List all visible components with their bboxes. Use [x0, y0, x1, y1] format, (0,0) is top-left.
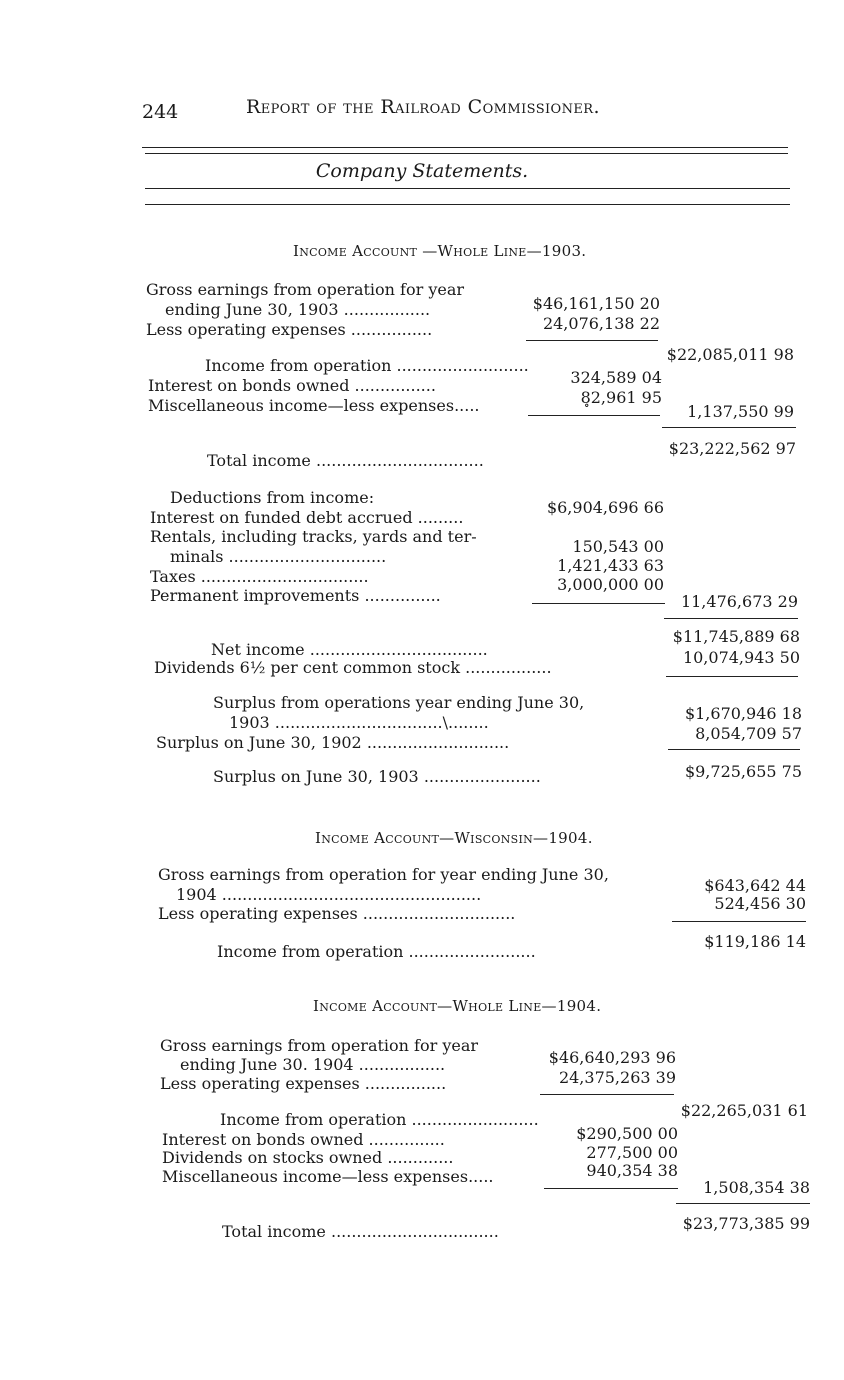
- amount-col1: 24,076,138 22: [542, 314, 660, 333]
- line-label: Net income ...................................: [211, 640, 488, 659]
- section-title: Income Account—Wisconsin—1904.: [315, 829, 593, 847]
- amount-col2: 524,456 30: [714, 894, 806, 913]
- line-label: Income from operation .........................: [217, 942, 536, 961]
- line-label: Interest on bonds owned ...............: [162, 1130, 445, 1149]
- section-title: Income Account —Whole Line—1903.: [293, 242, 587, 260]
- amount-col2: 1,137,550 99: [687, 402, 794, 421]
- amount-col2: 8,054,709 57: [695, 724, 802, 743]
- line-label: Gross earnings from operation for year: [146, 280, 465, 299]
- running-title: Report of the Railroad Commissioner.: [246, 96, 600, 118]
- line-label: Surplus on June 30, 1903 .......................: [213, 767, 541, 786]
- amount-col2: 10,074,943 50: [682, 648, 800, 667]
- line-label: ending June 30, 1903 .................: [165, 300, 431, 319]
- sum-rule: [528, 415, 660, 416]
- sum-rule: [664, 618, 798, 619]
- line-label: Gross earnings from operation for year ending June 30,: [158, 865, 609, 884]
- sum-rule: [668, 749, 800, 750]
- amount-col1: $290,500 00: [576, 1124, 678, 1143]
- amount-col2: $9,725,655 75: [684, 762, 802, 781]
- amount-col2: 1,508,354 38: [703, 1178, 810, 1197]
- line-label: Income from operation .........................: [220, 1110, 539, 1129]
- amount-col1: 8̥2,961 95: [580, 388, 662, 407]
- header-rule-top: [142, 147, 788, 148]
- subheader: Company Statements.: [315, 160, 529, 182]
- amount-col2: 11,476,673 29: [680, 592, 798, 611]
- line-label: Less operating expenses ................: [160, 1074, 447, 1093]
- sum-rule: [526, 340, 658, 341]
- line-label: Deductions from income:: [170, 488, 375, 507]
- amount-col1: $46,161,150 20: [532, 294, 660, 313]
- amount-col1: 3,000,000 00: [557, 575, 664, 594]
- line-label: Total income .................................: [222, 1222, 499, 1241]
- sum-rule: [540, 1094, 674, 1095]
- amount-col1: 24,375,263 39: [558, 1068, 676, 1087]
- line-label: 1904 ...................................................: [176, 885, 482, 904]
- line-label: Taxes .................................: [150, 567, 369, 586]
- line-label: Interest on funded debt accrued .........: [150, 508, 464, 527]
- amount-col1: 940,354 38: [586, 1161, 678, 1180]
- line-label: Permanent improvements ...............: [150, 586, 441, 605]
- sum-rule: [544, 1188, 678, 1189]
- line-label: Total income .................................: [207, 451, 484, 470]
- line-label: Dividends on stocks owned .............: [162, 1148, 454, 1167]
- line-label: Miscellaneous income—less expenses.....: [148, 396, 480, 415]
- amount-col1: 324,589 04: [570, 368, 662, 387]
- amount-col2: $23,773,385 99: [682, 1214, 810, 1233]
- amount-col1: 277,500 00: [586, 1143, 678, 1162]
- section-title: Income Account—Whole Line—1904.: [313, 997, 602, 1015]
- amount-col2: $11,745,889 68: [672, 627, 800, 646]
- line-label: Interest on bonds owned ................: [148, 376, 436, 395]
- amount-col2: $643,642 44: [704, 876, 806, 895]
- amount-col1: $46,640,293 96: [548, 1048, 676, 1067]
- amount-col1: 150,543 00: [572, 537, 664, 556]
- amount-col2: $119,186 14: [704, 932, 806, 951]
- line-label: Surplus from operations year ending June 30,: [213, 693, 585, 712]
- line-label: Dividends 6½ per cent common stock .................: [154, 658, 552, 677]
- sum-rule: [666, 676, 798, 677]
- line-label: Surplus on June 30, 1902 ............................: [156, 733, 510, 752]
- line-label: Less operating expenses ................: [146, 320, 433, 339]
- amount-col2: $22,265,031 61: [680, 1101, 808, 1120]
- amount-col2: $23,222,562 97: [668, 439, 796, 458]
- line-label: Rentals, including tracks, yards and ter-: [150, 527, 477, 546]
- line-label: Miscellaneous income—less expenses.....: [162, 1167, 494, 1186]
- line-label: Less operating expenses ..............................: [158, 904, 516, 923]
- line-label: ending June 30. 1904 .................: [180, 1055, 446, 1074]
- line-label: Gross earnings from operation for year: [160, 1036, 479, 1055]
- line-label: Income from operation ..........................: [205, 356, 529, 375]
- sum-rule: [672, 921, 806, 922]
- subheader-rule-2: [145, 204, 790, 205]
- sum-rule: [662, 427, 796, 428]
- line-label: 1903 .................................\........: [229, 713, 489, 732]
- amount-col1: $6,904,696 66: [546, 498, 664, 517]
- sum-rule: [676, 1203, 810, 1204]
- subheader-rule-1: [145, 188, 790, 189]
- amount-col1: 1,421,433 63: [557, 556, 664, 575]
- amount-col2: $22,085,011 98: [666, 345, 794, 364]
- sum-rule: [532, 603, 665, 604]
- header-rule-under: [145, 153, 788, 154]
- line-label: minals ...............................: [170, 547, 387, 566]
- page-number: 244: [142, 101, 179, 123]
- amount-col2: $1,670,946 18: [684, 704, 802, 723]
